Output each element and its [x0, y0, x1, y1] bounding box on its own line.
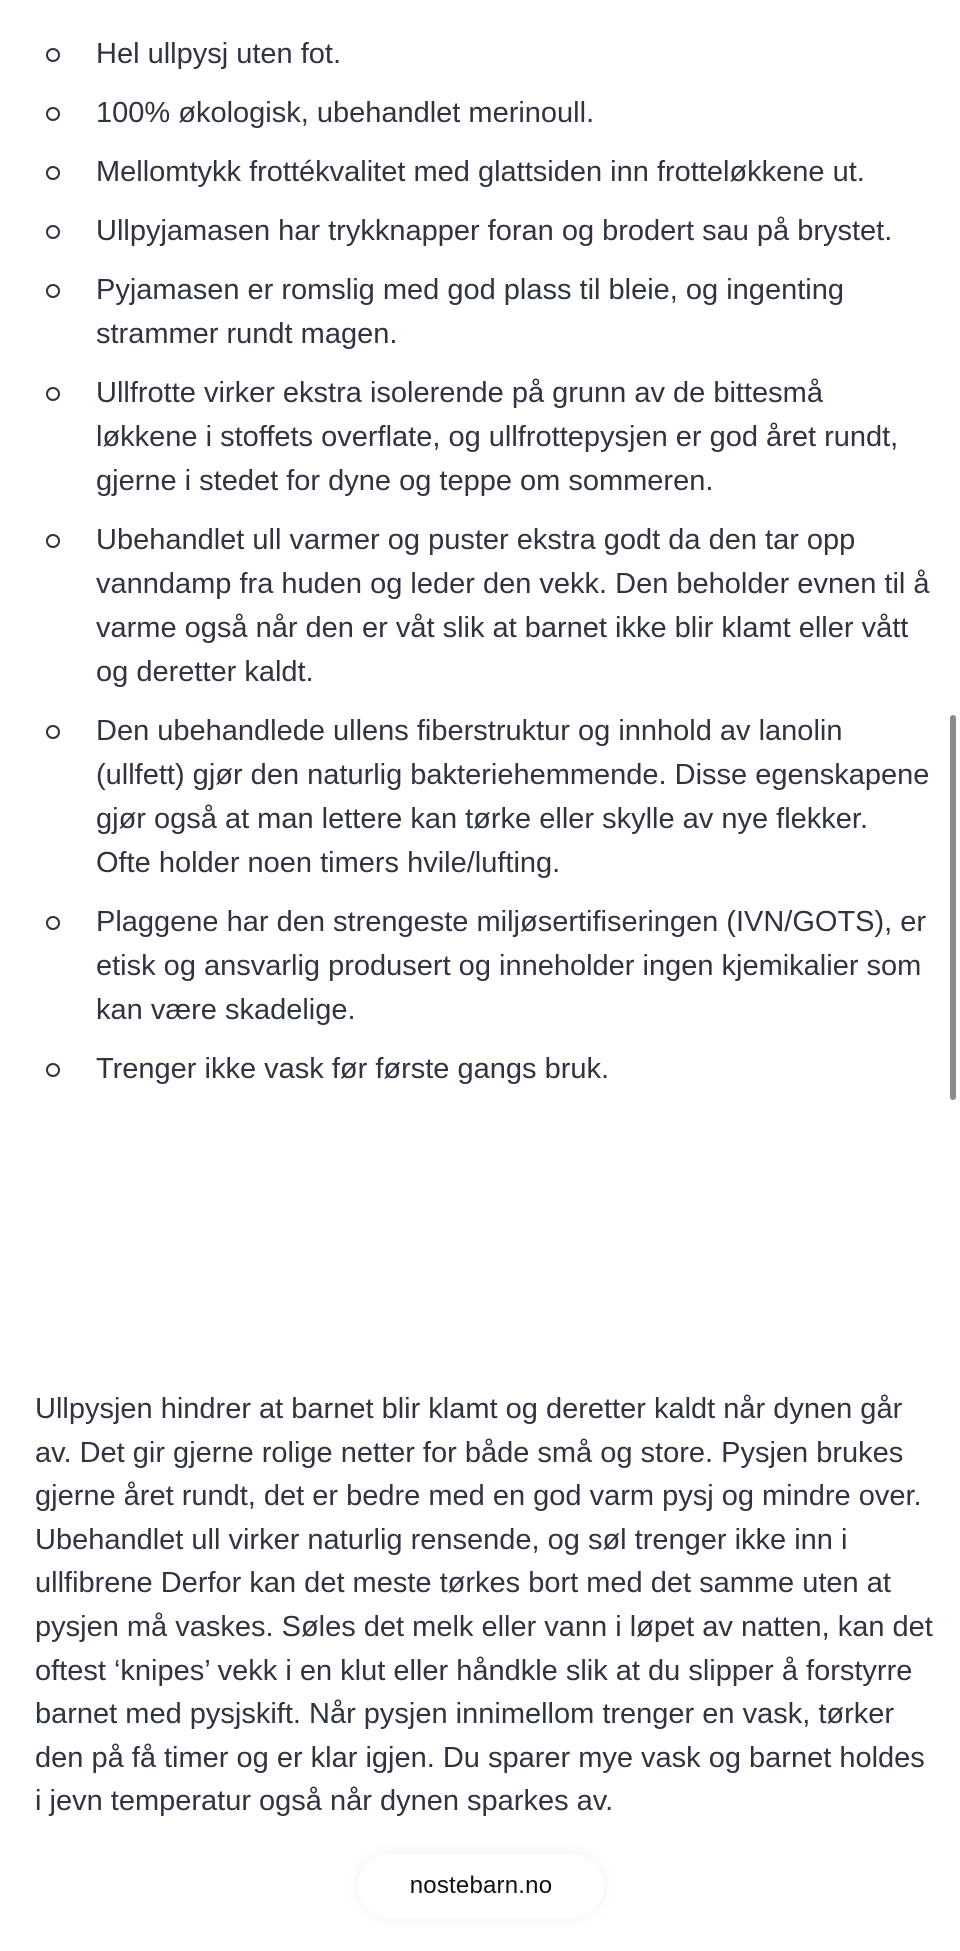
feature-list-item: [0, 32, 960, 76]
feature-text: Hel ullpysj uten fot.: [96, 38, 342, 70]
feature-list-item: [0, 709, 960, 885]
vertical-scrollbar[interactable]: [950, 715, 956, 1100]
feature-text: Pyjamasen er romslig med god plass til bleie, og ingenting strammer rundt magen.: [96, 274, 844, 350]
feature-list-item: [0, 150, 960, 194]
bullet-icon: [46, 725, 60, 739]
feature-text: Plaggene har den strengeste miljøsertifiseringen (IVN/GOTS), er etisk og ansvarlig produsert og inneholder ingen kjemikalier som kan være skadelige.: [96, 906, 927, 1026]
feature-list-item: [0, 518, 960, 694]
bullet-icon: [46, 166, 60, 180]
bullet-icon: [46, 387, 60, 401]
bullet-icon: [46, 1063, 60, 1077]
feature-text: Ullpyjamasen har trykknapper foran og brodert sau på brystet.: [96, 215, 893, 247]
feature-list: [0, 32, 960, 1106]
bullet-icon: [46, 48, 60, 62]
bullet-icon: [46, 284, 60, 298]
bullet-icon: [46, 534, 60, 548]
bullet-icon: [46, 916, 60, 930]
feature-text: Den ubehandlede ullens fiberstruktur og innhold av lanolin (ullfett) gjør den naturlig bakteriehemmende. Disse egenskapene gjør også at man lettere kan tørke eller skylle av nye flekker. Ofte holder noen timers hvile/lufting.: [96, 715, 930, 879]
feature-list-item: [0, 209, 960, 253]
feature-list-item: [0, 371, 960, 503]
feature-text: 100% økologisk, ubehandlet merinoull.: [96, 97, 595, 129]
site-url-label: nostebarn.no: [409, 1872, 553, 1899]
feature-list-item: [0, 268, 960, 356]
feature-list-item: [0, 91, 960, 135]
feature-text: Mellomtykk frottékvalitet med glattsiden inn frotteløkkene ut.: [96, 156, 865, 188]
feature-list-item: [0, 900, 960, 1032]
product-description: Ullpysjen hindrer at barnet blir klamt og deretter kaldt når dynen går av. Det gir gjerne rolige netter for både små og store. Pysjen brukes gjerne året rundt, det er bedre med en god varm pysj og mindre over. Ubehandlet ull virker naturlig rensende, og søl trenger ikke inn i ullfibrene Derfor kan det meste tørkes bort med det samme uten at pysjen må vaskes. Søles det melk eller vann i løpet av natten, kan det oftest ‘knipes’ vekk i en klut eller håndkle slik at du slipper å forstyrre barnet med pysjskift. Når pysjen innimellom trenger en vask, tørker den på få timer og er klar igjen. Du sparer mye vask og barnet holdes i jevn temperatur også når dynen sparkes av.: [35, 1393, 933, 1818]
feature-text: Ullfrotte virker ekstra isolerende på grunn av de bittesmå løkkene i stoffets overflate, og ullfrottepysjen er god året rundt, gjerne i stedet for dyne og teppe om sommeren.: [96, 377, 899, 497]
feature-text: Ubehandlet ull varmer og puster ekstra godt da den tar opp vanndamp fra huden og leder den vekk. Den beholder evnen til å varme også når den er våt slik at barnet ikke blir klamt eller vått og deretter kaldt.: [96, 524, 930, 688]
bullet-icon: [46, 107, 60, 121]
site-url-badge[interactable]: [358, 1854, 604, 1918]
bullet-icon: [46, 225, 60, 239]
feature-list-item: [0, 1047, 960, 1091]
feature-text: Trenger ikke vask før første gangs bruk.: [96, 1053, 610, 1085]
